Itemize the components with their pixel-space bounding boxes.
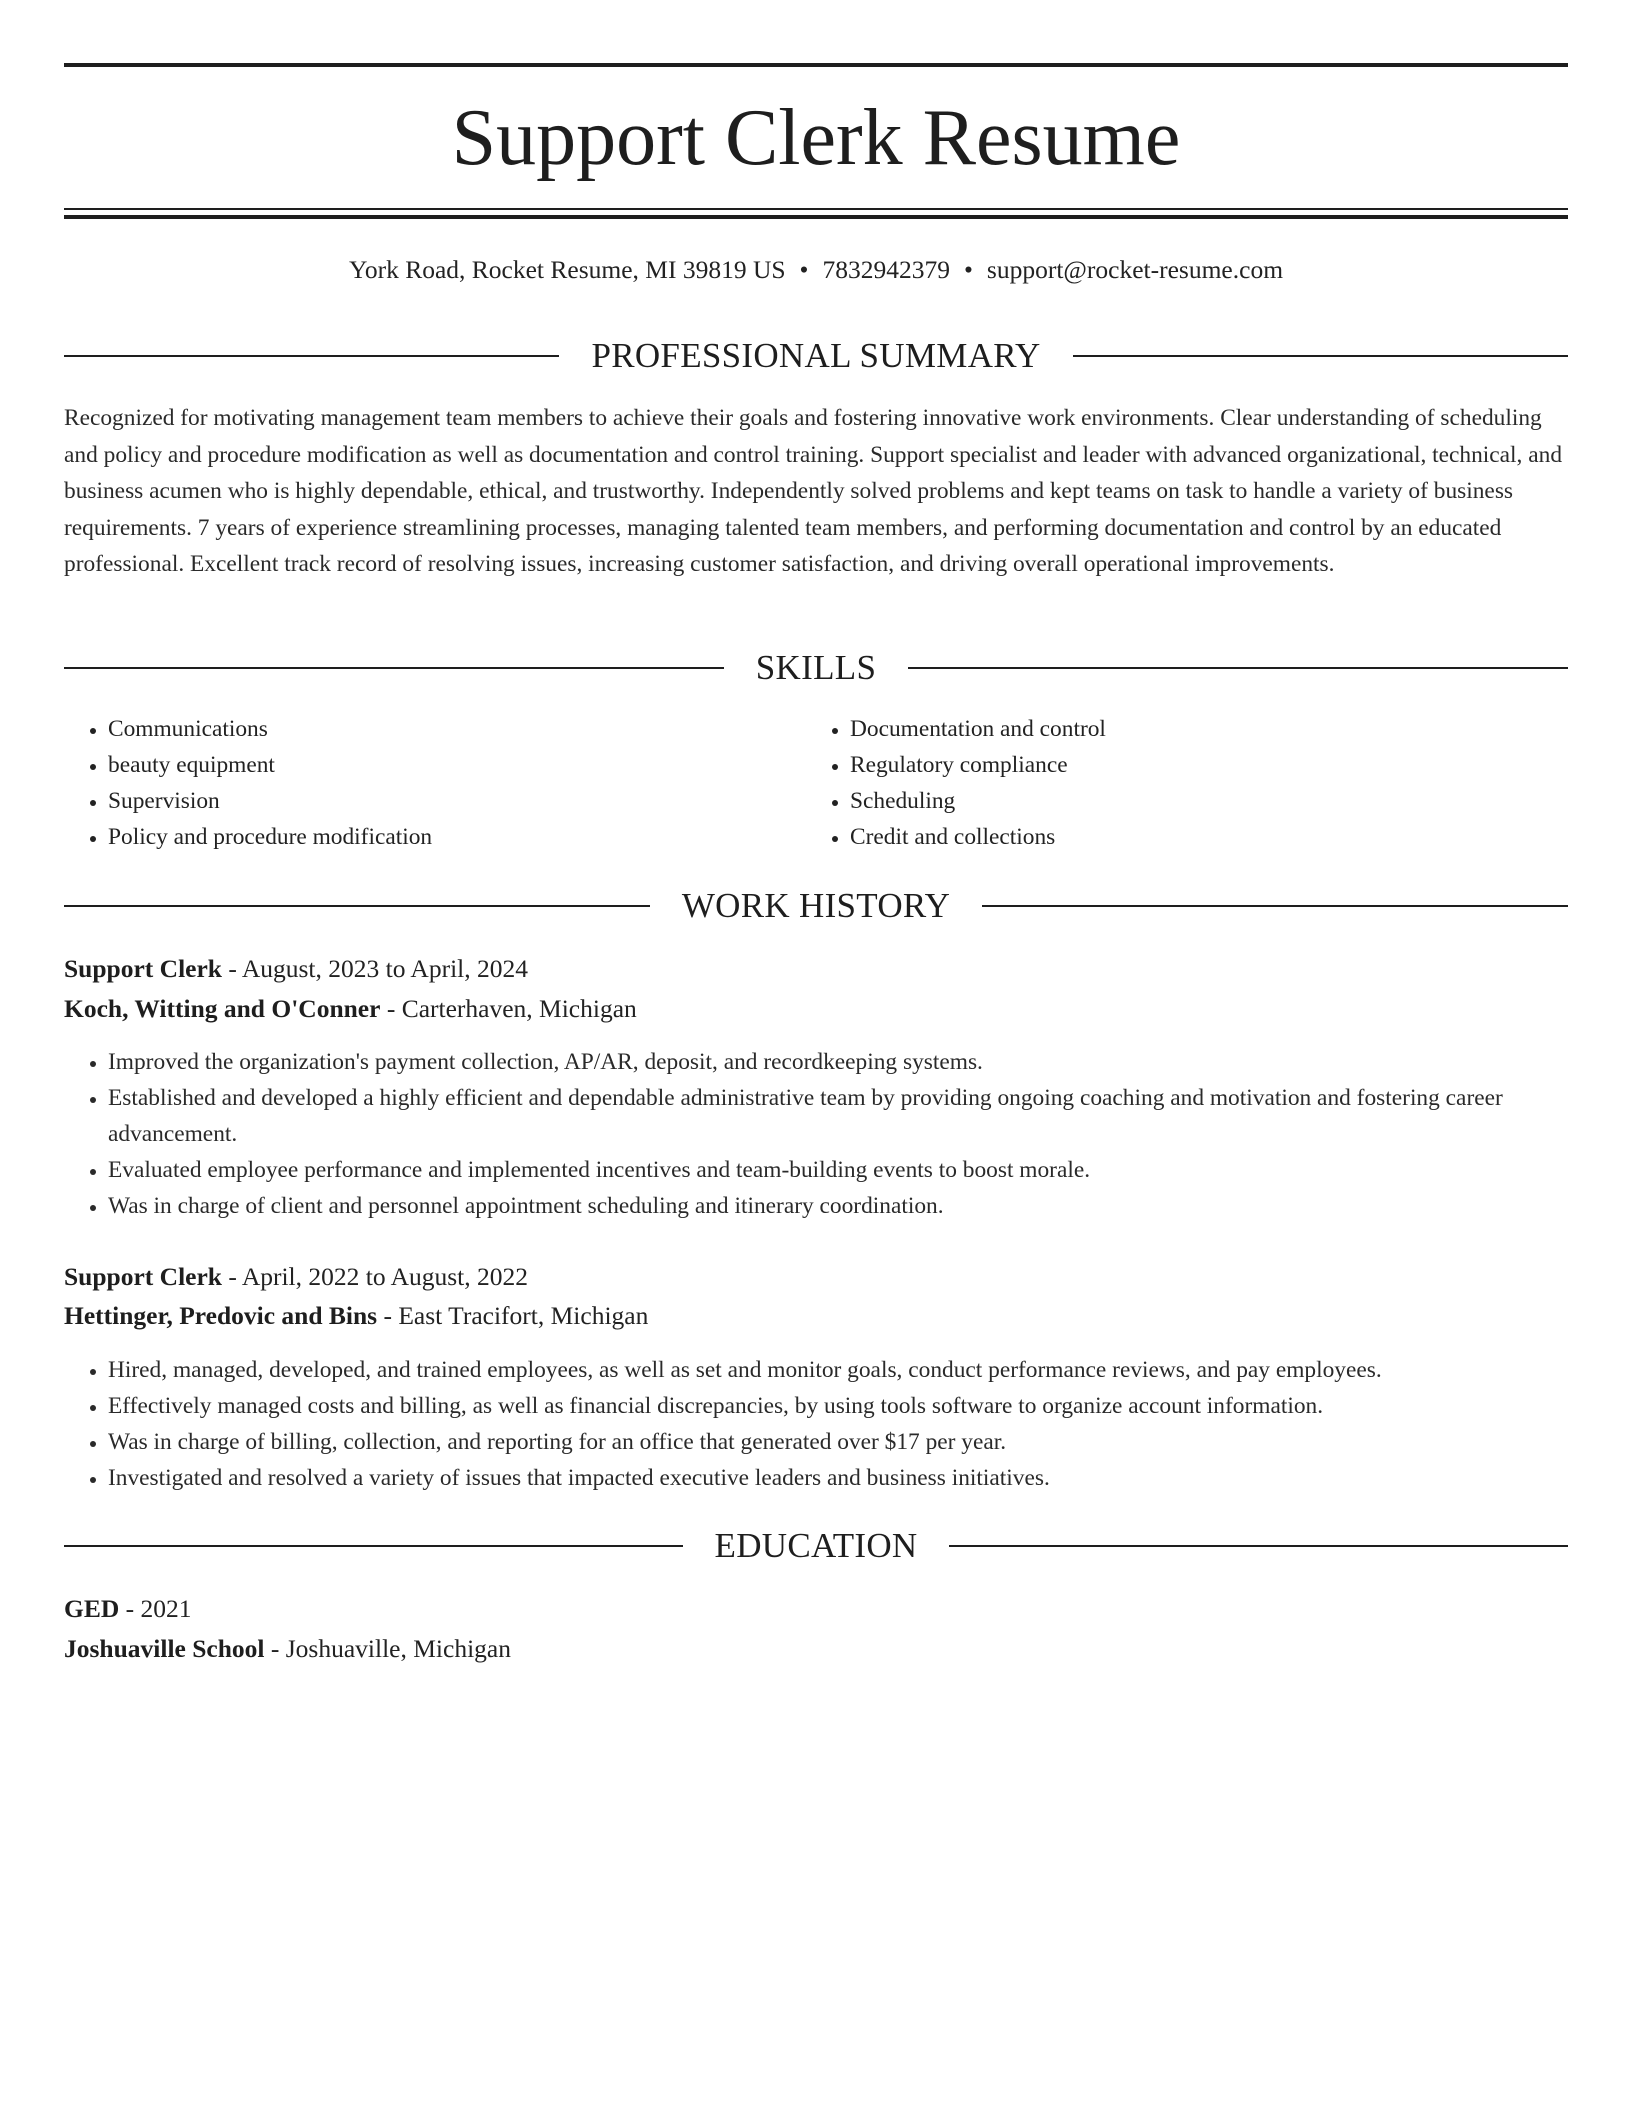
duty-item: • Evaluated employee performance and implemented incentives and team-building events to boost morale. bbox=[108, 1152, 1568, 1188]
skill-item: • Scheduling bbox=[850, 783, 1540, 819]
duty-item: • Established and developed a highly efficient and dependable administrative team by providing ongoing coaching and motivation and fostering career advancement. bbox=[108, 1080, 1568, 1152]
contact-line bbox=[64, 252, 1568, 288]
section-rule-right bbox=[982, 905, 1568, 907]
skill-item: • Regulatory compliance bbox=[850, 747, 1540, 783]
job-title: Support Clerk bbox=[64, 954, 222, 983]
skill-item: • Documentation and control bbox=[850, 711, 1540, 747]
section-title: WORK HISTORY bbox=[681, 886, 951, 925]
top-rule bbox=[64, 63, 1568, 67]
section-rule-right bbox=[1073, 355, 1568, 357]
duty-item: • Effectively managed costs and billing, as well as financial discrepancies, by using tools software to organize account information. bbox=[108, 1388, 1568, 1424]
title-rule-thin bbox=[64, 208, 1568, 210]
contact-phone: 7832942379 bbox=[822, 255, 950, 284]
job-title-line bbox=[64, 951, 1568, 987]
job-dates: - August, 2023 to April, 2024 bbox=[221, 954, 528, 983]
duty-item: • Investigated and resolved a variety of issues that impacted executive leaders and business initiatives. bbox=[108, 1460, 1568, 1496]
skills-list-right bbox=[806, 711, 1540, 855]
job-company: Hettinger, Predovic and Bins bbox=[64, 1301, 378, 1330]
skill-item: • Communications bbox=[108, 711, 798, 747]
school-line bbox=[64, 1631, 1568, 1667]
job-company: Koch, Witting and O'Conner bbox=[64, 994, 381, 1023]
resume-title: Support Clerk Resume bbox=[451, 94, 1181, 182]
job-location: - Carterhaven, Michigan bbox=[380, 994, 637, 1023]
school-name: Joshuaville School bbox=[64, 1634, 265, 1663]
school-location: - Joshuaville, Michigan bbox=[264, 1634, 511, 1663]
degree-line bbox=[64, 1591, 1568, 1627]
contact-separator: • bbox=[799, 255, 809, 284]
skill-item: • Credit and collections bbox=[850, 819, 1540, 855]
section-rule-left bbox=[64, 905, 650, 907]
section-title: PROFESSIONAL SUMMARY bbox=[591, 336, 1041, 375]
job-title-line bbox=[64, 1259, 1568, 1295]
section-header-work bbox=[64, 883, 1568, 929]
degree: GED bbox=[64, 1594, 120, 1623]
summary-text: Recognized for motivating management team members to achieve their goals and fostering innovative work environments. Clear understanding of scheduling and policy and procedure modification as well as documentation and control training. Support specialist and leader with advanced organizational, technical, and business acumen who is highly dependable, ethical, and trustworthy. Independently solved problems and kept teams on task to handle a variety of business requirements. 7 years of experience streamlining processes, managing talented team members, and performing documentation and control by an educated professional. Excellent track record of resolving issues, increasing customer satisfaction, and driving overall operational improvements. bbox=[64, 405, 1563, 577]
duty-item: • Hired, managed, developed, and trained employees, as well as set and monitor goals, conduct performance reviews, and pay employees. bbox=[108, 1352, 1568, 1388]
job-location: - East Tracifort, Michigan bbox=[377, 1301, 649, 1330]
contact-address: York Road, Rocket Resume, MI 39819 US bbox=[348, 255, 786, 284]
skill-item: • Supervision bbox=[108, 783, 798, 819]
job-company-line bbox=[64, 991, 1568, 1027]
job-duties-list bbox=[64, 1044, 1568, 1224]
section-rule-right bbox=[949, 1545, 1568, 1547]
section-rule-left bbox=[64, 1545, 683, 1547]
contact-email: support@rocket-resume.com bbox=[986, 255, 1284, 284]
section-header-summary bbox=[64, 333, 1568, 379]
section-header-education bbox=[64, 1523, 1568, 1569]
job-duties-list bbox=[64, 1352, 1568, 1496]
section-rule-left bbox=[64, 667, 724, 669]
contact-separator: • bbox=[963, 255, 973, 284]
degree-year: - 2021 bbox=[119, 1594, 192, 1623]
job-dates: - April, 2022 to August, 2022 bbox=[221, 1262, 528, 1291]
section-rule-left bbox=[64, 355, 559, 357]
job-title: Support Clerk bbox=[64, 1262, 222, 1291]
section-header-skills bbox=[64, 645, 1568, 691]
section-title: EDUCATION bbox=[714, 1526, 918, 1565]
skills-list-left bbox=[64, 711, 798, 855]
job-company-line bbox=[64, 1298, 1568, 1334]
duty-item: • Was in charge of billing, collection, and reporting for an office that generated over $17 per year. bbox=[108, 1424, 1568, 1460]
skill-item: • beauty equipment bbox=[108, 747, 798, 783]
section-title: SKILLS bbox=[755, 648, 877, 687]
duty-item: • Was in charge of client and personnel appointment scheduling and itinerary coordination. bbox=[108, 1188, 1568, 1224]
title-rule-thick bbox=[64, 215, 1568, 219]
skill-item: • Policy and procedure modification bbox=[108, 819, 798, 855]
section-rule-right bbox=[908, 667, 1568, 669]
duty-item: • Improved the organization's payment collection, AP/AR, deposit, and recordkeeping systems. bbox=[108, 1044, 1568, 1080]
